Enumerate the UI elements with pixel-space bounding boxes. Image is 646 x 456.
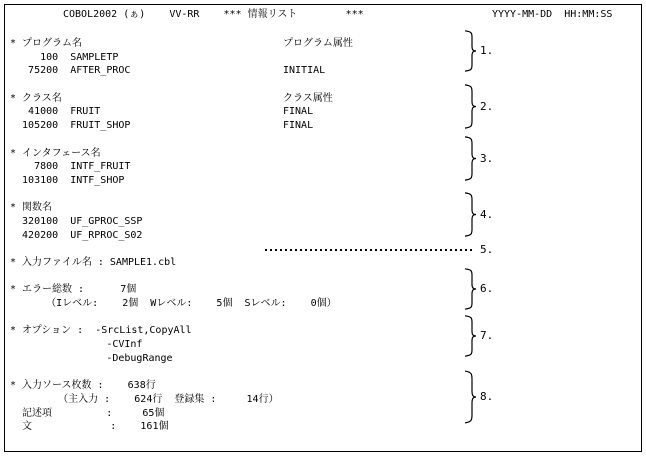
listing-row: * 入力ファイル名 : SAMPLE1.cbl [10, 257, 177, 268]
annotation-1 [462, 30, 494, 72]
listing-row: * インタフェース名 [10, 147, 101, 159]
annotation-2 [462, 84, 494, 129]
brace-icon [462, 192, 476, 237]
listing-rows [10, 37, 460, 434]
annotation-8 [462, 370, 494, 424]
annotation-number: 4. [480, 207, 494, 221]
annotation-3 [462, 136, 494, 181]
listing-row [10, 78, 460, 92]
listing-row [10, 188, 460, 202]
listing-row: -DebugRange [10, 352, 173, 364]
listing-row: 75200 AFTER_PROC INITIAL [10, 65, 326, 77]
listing-row: 105200 FRUIT_SHOP FINAL [10, 120, 314, 132]
listing-row: 41000 FRUIT FINAL [10, 106, 314, 118]
brace-icon [462, 268, 476, 310]
listing-row: * クラス名 クラス属性 [10, 92, 333, 104]
annotation-number: 3. [480, 151, 494, 165]
listing-row: * 関数名 [10, 202, 53, 214]
listing-row [10, 311, 460, 325]
listing-row: 7800 INTF_FRUIT [10, 161, 131, 173]
annotation-4 [462, 192, 494, 237]
brace-icon [462, 370, 476, 424]
annotation-number: 1. [480, 44, 494, 57]
annotation-number: 5. [480, 243, 494, 256]
listing-row [10, 366, 460, 380]
brace-icon [462, 30, 476, 72]
listing-row: * プログラム名 プログラム属性 [10, 38, 353, 49]
listing-row: 420200 UF_RPROC_S02 [10, 229, 143, 241]
listing-row: 103100 INTF_SHOP [10, 174, 125, 186]
dotted-leader-line [265, 249, 474, 251]
listing-row-col2: FINAL [283, 120, 314, 132]
listing-row-col2: FINAL [283, 106, 314, 118]
listing-row-col2: INITIAL [283, 65, 326, 77]
annotation-5 [462, 243, 494, 256]
brace-icon [462, 315, 476, 357]
brace-icon [462, 84, 476, 129]
listing-row: * 入力ソース枚数 : 638行 [10, 380, 156, 392]
listing-row: -CVInf [10, 339, 143, 351]
listing-row: （主入力 : 624行 登録集 : 14行） [10, 393, 279, 405]
listing-row [10, 133, 460, 147]
annotation-6 [462, 268, 494, 310]
brace-icon [462, 136, 476, 181]
annotation-7 [462, 315, 494, 357]
report-title: COBOL2002 (ぁ) VV-RR *** 情報リスト *** [63, 9, 364, 20]
annotation-number: 6. [480, 282, 494, 295]
annotation-number: 8. [480, 390, 494, 403]
listing-row: 320100 UF_GPROC_SSP [10, 215, 143, 227]
listing-row: 100 SAMPLETP [10, 51, 119, 63]
report-datetime: YYYY-MM-DD HH:MM:SS [492, 9, 613, 20]
listing-row: * エラー総数 : 7個 [10, 284, 137, 296]
listing-row: * オプション : -SrcList,CopyAll [10, 325, 192, 337]
annotation-number: 2. [480, 99, 494, 113]
listing-row: 記述項 : 65個 [10, 407, 165, 419]
listing-row: 文 : 161個 [10, 421, 169, 433]
annotation-number: 7. [480, 329, 494, 342]
listing-row [10, 270, 460, 284]
listing-row-col2: クラス属性 [283, 92, 333, 104]
listing-row: （Iレベル: 2個 Wレベル: 5個 Sレベル: 0個） [10, 298, 337, 310]
listing-row-col2: プログラム属性 [283, 38, 353, 49]
